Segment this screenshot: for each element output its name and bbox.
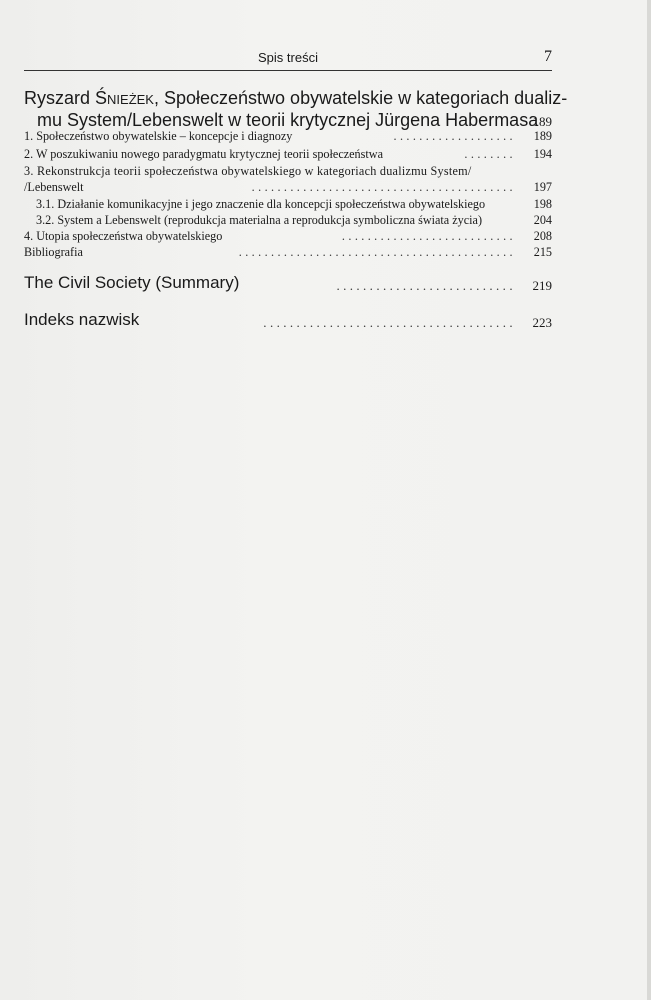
toc-entry[interactable] — [24, 146, 552, 162]
chapter-page-number: 189 — [532, 114, 552, 129]
toc-entry-page: 198 — [533, 197, 552, 211]
chapter-title-line1: , Społeczeństwo obywatelskie w kategoriach dualiz- — [153, 88, 568, 108]
toc-section[interactable] — [24, 310, 552, 332]
toc-section-label: The Civil Society (Summary) — [24, 273, 240, 292]
toc-entry[interactable] — [24, 228, 552, 244]
toc-entry-label: 1. Społeczeństwo obywatelskie – koncepcje i diagnozy — [24, 129, 293, 143]
running-title: Spis treści — [258, 50, 318, 65]
toc-entry-label: 2. W poszukiwaniu nowego paradygmatu krytycznej teorii społeczeństwa — [24, 147, 383, 161]
dot-leader: ................... — [393, 129, 516, 143]
dot-leader: ........................... — [341, 229, 516, 243]
running-header — [24, 50, 552, 70]
toc-entry-page: 208 — [533, 229, 552, 243]
toc-entry-label: Bibliografia — [24, 245, 83, 259]
toc-entry[interactable] — [24, 128, 552, 144]
chapter-title-line2: mu System/Lebenswelt w teorii krytycznej Jürgena Habermasa — [37, 110, 539, 130]
toc-entry — [24, 163, 552, 179]
toc-entry[interactable] — [24, 179, 552, 195]
toc-entry-label: 3. Rekonstrukcja teorii społeczeństwa obywatelskiego w kategoriach dualizmu System/ — [24, 164, 472, 178]
toc-entry-label: 4. Utopia społeczeństwa obywatelskiego — [24, 229, 223, 243]
toc-entry-page: 194 — [533, 147, 552, 161]
toc-entry-label: 3.2. System a Lebenswelt (reprodukcja materialna a reprodukcja symboliczna świata życia) — [36, 213, 483, 227]
toc-entry-page: 204 — [533, 213, 552, 227]
toc-entry[interactable] — [24, 244, 552, 260]
toc-section-label: Indeks nazwisk — [24, 310, 140, 329]
toc-entry-page: 197 — [533, 180, 552, 194]
toc-section-page: 219 — [532, 278, 552, 293]
toc-entry-label: 3.1. Działanie komunikacyjne i jego znaczenie dla koncepcji społeczeństwa obywatelskiego — [36, 197, 486, 211]
dot-leader: ......................................... — [251, 180, 516, 194]
page-number: 7 — [544, 48, 552, 65]
toc-entry-page: 215 — [533, 245, 552, 259]
toc-section[interactable] — [24, 273, 552, 295]
toc-section-page: 223 — [532, 315, 552, 330]
header-rule — [24, 70, 552, 71]
dot-leader: ........................................... — [238, 245, 516, 259]
author-last-name: Śnieżek — [95, 88, 154, 108]
toc-entry[interactable] — [36, 196, 552, 212]
author-first-name: Ryszard — [24, 88, 96, 108]
toc-entry-label: /Lebenswelt — [24, 180, 84, 194]
dot-leader: ...................................... — [263, 315, 516, 330]
toc-entry[interactable] — [36, 212, 552, 228]
page-edge — [647, 0, 651, 1000]
dot-leader: ........ — [464, 147, 516, 161]
dot-leader: ........................... — [336, 278, 516, 293]
toc-entry-page: 189 — [533, 129, 552, 143]
chapter-title — [24, 87, 584, 131]
